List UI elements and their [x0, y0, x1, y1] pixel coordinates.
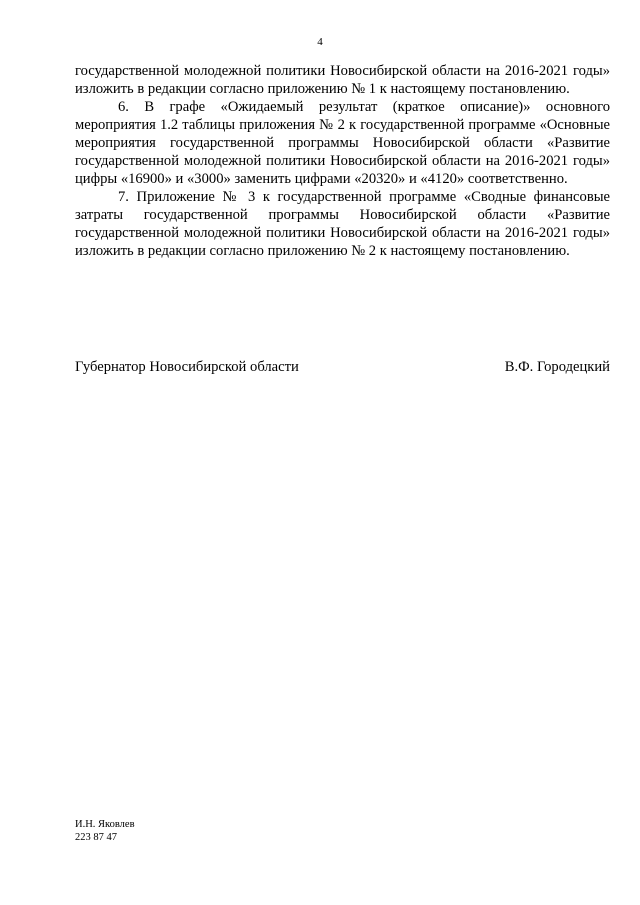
paragraph-item-6: 6. В графе «Ожидаемый результат (краткое описание)» основного мероприятия 1.2 таблицы приложения № 2 к государственной программе «Основные мероприятия государственной программы Новосибирской области «Развитие государственной молодежной политики Новосибирской области на 2016-2021 годы» цифры «16900» и «3000» заменить цифрами «20320» и «4120» соответственно.: [75, 99, 610, 187]
paragraph-continuation: государственной молодежной политики Новосибирской области на 2016-2021 годы» изложить в редакции согласно приложению № 1 к настоящему постановлению.: [75, 63, 610, 97]
document-body: [75, 62, 610, 260]
executor-phone: 223 87 47: [75, 832, 117, 843]
paragraph-item-7: 7. Приложение № 3 к государственной программе «Сводные финансовые затраты государственной программы Новосибирской области «Развитие государственной молодежной политики Новосибирской области на 2016-2021 годы» изложить в редакции согласно приложению № 2 к настоящему постановлению.: [75, 189, 610, 259]
page-number: 4: [317, 36, 323, 48]
signatory-name: В.Ф. Городецкий: [504, 359, 610, 375]
signatory-position: Губернатор Новосибирской области: [75, 359, 299, 375]
executor-block: [75, 818, 135, 844]
executor-name: И.Н. Яковлев: [75, 819, 135, 830]
signature-block: [75, 358, 610, 376]
